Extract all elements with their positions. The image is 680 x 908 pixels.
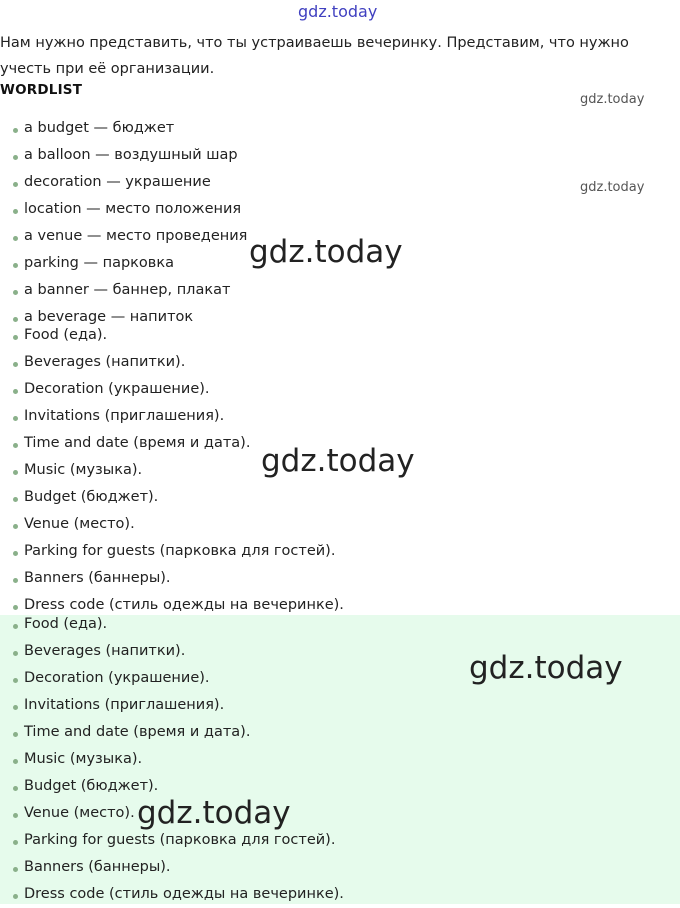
- list-item: Venue (место).: [0, 511, 344, 538]
- list-item: a beverage — напиток: [0, 304, 247, 331]
- wordlist: [0, 115, 247, 331]
- intro-paragraph: Нам нужно представить, что ты устраиваешь вечеринку. Представим, что нужно учесть при её организации.: [0, 35, 629, 77]
- watermark-top: gdz.today: [298, 2, 378, 21]
- list-item: Budget (бюджет).: [0, 773, 344, 800]
- list-item: parking — парковка: [0, 250, 247, 277]
- list-item: a venue — место проведения: [0, 223, 247, 250]
- list-item: Decoration (украшение).: [0, 376, 344, 403]
- list-item: a banner — баннер, плакат: [0, 277, 247, 304]
- watermark-large: gdz.today: [249, 234, 403, 270]
- list-item: Banners (баннеры).: [0, 854, 344, 881]
- list-item: Food (еда).: [0, 322, 344, 349]
- wordlist-heading: WORDLIST: [0, 82, 83, 98]
- list-item: Decoration (украшение).: [0, 665, 344, 692]
- list-item: Food (еда).: [0, 611, 344, 638]
- list-item: Parking for guests (парковка для гостей).: [0, 827, 344, 854]
- watermark-large: gdz.today: [469, 650, 623, 686]
- list-item: Invitations (приглашения).: [0, 403, 344, 430]
- list-item: Beverages (напитки).: [0, 638, 344, 665]
- list-item: Time and date (время и дата).: [0, 430, 344, 457]
- list-item: decoration — украшение: [0, 169, 247, 196]
- list-item: a budget — бюджет: [0, 115, 247, 142]
- watermark-small: gdz.today: [580, 92, 645, 107]
- list-item: Dress code (стиль одежды на вечеринке).: [0, 881, 344, 908]
- list-item: Time and date (время и дата).: [0, 719, 344, 746]
- list-item: Banners (баннеры).: [0, 565, 344, 592]
- list-item: Parking for guests (парковка для гостей).: [0, 538, 344, 565]
- list-item: Dress code (стиль одежды на вечеринке).: [0, 592, 344, 619]
- answer-list: [0, 611, 344, 908]
- list-item: Music (музыка).: [0, 457, 344, 484]
- list-item: Beverages (напитки).: [0, 349, 344, 376]
- list-item: Venue (место).: [0, 800, 344, 827]
- watermark-large: gdz.today: [137, 795, 291, 831]
- watermark-large: gdz.today: [261, 443, 415, 479]
- list-item: Budget (бюджет).: [0, 484, 344, 511]
- watermark-small: gdz.today: [580, 180, 645, 195]
- list-item: location — место положения: [0, 196, 247, 223]
- list-item: Invitations (приглашения).: [0, 692, 344, 719]
- list-item: a balloon — воздушный шар: [0, 142, 247, 169]
- list-item: Music (музыка).: [0, 746, 344, 773]
